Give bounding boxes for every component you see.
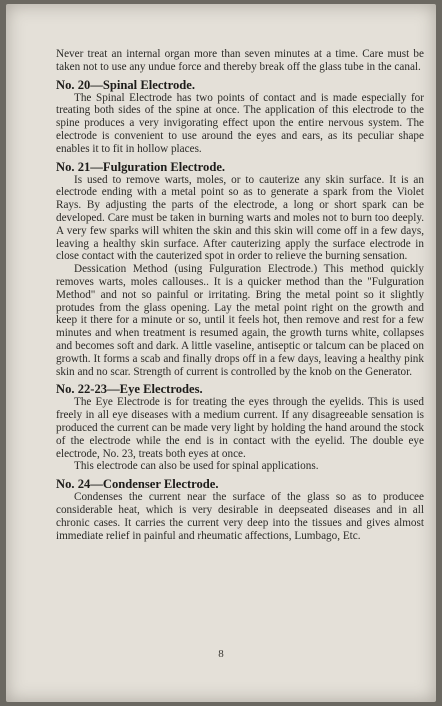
spinal-electrode-paragraph: The Spinal Electrode has two points of contact and is made especially for treating both sides of the spine at once. The application of this electrode to the spine produces a very invigorating effect upon the entire nervous system. The electrode is convenient to use around the eyes and ears, as its peculiar shape enables it to fit in hollow places. — [56, 91, 424, 155]
eye-electrodes-paragraph-2: This electrode can also be used for spinal applications. — [74, 460, 319, 473]
section-heading-eye-electrodes: No. 22-23—Eye Electrodes. — [56, 382, 203, 397]
page-number: 8 — [218, 648, 224, 660]
section-heading-spinal-electrode: No. 20—Spinal Electrode. — [56, 77, 196, 92]
section-heading-condenser-electrode: No. 24—Condenser Electrode. — [56, 477, 219, 492]
fulguration-paragraph-1: Is used to remove warts, moles, or to cauterize any skin surface. It is an electrode ending with a metal point so as to generate a spark from the Violet Rays. By adjusting the parts of the electrode, a long or short spark can be developed. Care must be taken in burning warts and moles not to burn too deeply. A very few sparks will whiten the skin and this skin will come off in a few days, leaving a healthy skin surface. After cauterizing apply the surface electrode in close contact with the cauterized spot in order to relieve the burning sensation. — [56, 173, 424, 263]
eye-electrodes-paragraph-1: The Eye Electrode is for treating the eyes through the eyelids. This is used freely in all eye diseases with a medium current. If any disagreeable sensation is produced the current can be made very light by holding the hand around the stock of the electrode while the end is in contact with the eyelid. The double eye electrode, No. 23, treats both eyes at once. — [56, 396, 424, 460]
condenser-electrode-paragraph: Condenses the current near the surface of the glass so as to producee considerable heat, which is very desirable in deepseated diseases and in all chronic cases. It carries the current very deep into the tissues and gives almost immediate relief in painful and rheumatic affections, Lumbago, Etc. — [56, 491, 424, 542]
section-heading-fulguration-electrode: No. 21—Fulguration Electrode. — [56, 159, 226, 174]
fulguration-paragraph-2: Dessication Method (using Fulguration Electrode.) This method quickly removes warts, moles callouses.. It is a quicker method than the "Fulguration Method" and not so painful or irritating. Bring the metal point so it slightly protudes from the glass opening. Lay the metal point right on the growth and keep it there for a minute or so, until it feels hot, then remove and rest for a few minutes and when treatment is resumed again, the growth turns white, collapses and becomes soft and dark. A little vaseline, antiseptic or talcum can be placed on growth. It forms a scab and finally drops off in a few days, leaving a healthy pink skin and no scar. Strength of current is controlled by the knob on the Generator. — [56, 263, 424, 378]
intro-paragraph: Never treat an internal organ more than seven minutes at a time. Care must be taken not to use any undue force and thereby break off the glass tube in the canal. — [56, 48, 424, 73]
page-body — [56, 48, 424, 542]
book-page — [6, 4, 436, 702]
